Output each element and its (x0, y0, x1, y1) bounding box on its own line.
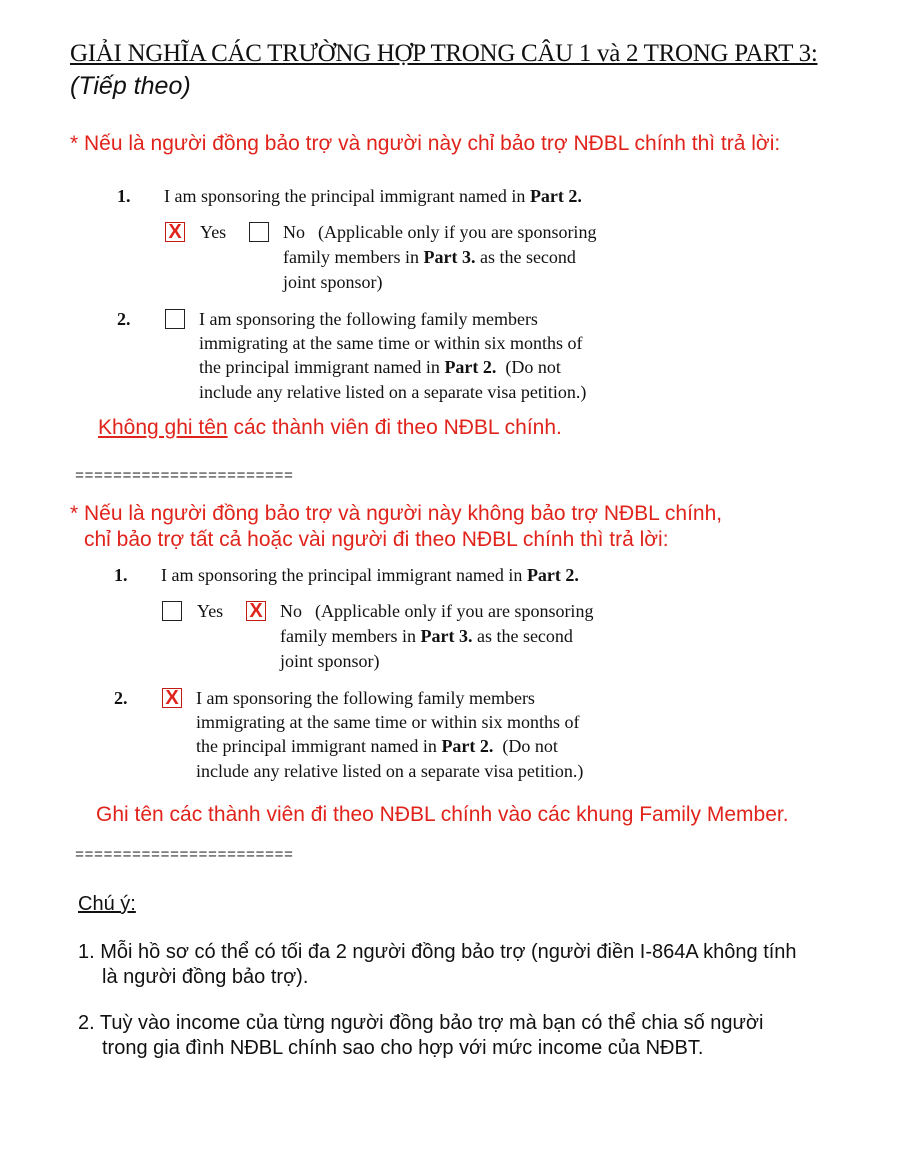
section1-q1-number: 1. (117, 186, 131, 206)
section2-yes-checkbox[interactable] (162, 601, 182, 621)
section2-no-note-line3: joint sponsor) (280, 651, 380, 671)
section1-no-checkbox[interactable] (249, 222, 269, 242)
section2-q2-number: 2. (114, 688, 128, 708)
section1-q1-text: I am sponsoring the principal immigrant named in Part 2. (164, 186, 582, 206)
section2-q2-line3: the principal immigrant named in Part 2. (Do not (196, 736, 558, 756)
separator-line: ======================= (75, 847, 294, 864)
section1-q2-number: 2. (117, 309, 131, 329)
notes-item-2-line1: 2. Tuỳ vào income của từng người đồng bảo trợ mà bạn có thể chia số người (78, 1012, 764, 1034)
section2-q2-line4: include any relative listed on a separate visa petition.) (196, 761, 584, 781)
section2-instruction: Ghi tên các thành viên đi theo NĐBL chính vào các khung Family Member. (96, 803, 789, 826)
section1-yes-checkbox[interactable] (165, 222, 185, 242)
notes-item-1-line1: 1. Mỗi hồ sơ có thể có tối đa 2 người đồng bảo trợ (người điền I-864A không tính (78, 941, 797, 963)
check-x-icon: X (249, 600, 263, 622)
section2-condition-line2: chỉ bảo trợ tất cả hoặc vài người đi theo NĐBL chính thì trả lời: (84, 528, 669, 551)
page-subtitle: (Tiếp theo) (70, 72, 191, 100)
section2-q1-number: 1. (114, 565, 128, 585)
section1-q2-line4: include any relative listed on a separate visa petition.) (199, 382, 587, 402)
section2-q2-line1: I am sponsoring the following family members (196, 688, 535, 708)
section2-q1-text: I am sponsoring the principal immigrant named in Part 2. (161, 565, 579, 585)
check-x-icon: X (165, 687, 179, 709)
section1-no-note-line2: family members in Part 3. as the second (283, 247, 576, 267)
section1-instruction: Không ghi tên các thành viên đi theo NĐBL chính. (98, 416, 562, 439)
notes-item-2-line2: trong gia đình NĐBL chính sao cho hợp với mức income của NĐBT. (102, 1037, 704, 1059)
section2-condition-line1: * Nếu là người đồng bảo trợ và người này không bảo trợ NĐBL chính, (70, 502, 723, 525)
section1-q2-line3: the principal immigrant named in Part 2. (Do not (199, 357, 561, 377)
section2-no-label: No (280, 601, 302, 621)
section2-yes-label: Yes (197, 601, 224, 621)
section2-no-note-line1: (Applicable only if you are sponsoring (315, 601, 594, 621)
section1-q2-checkbox[interactable] (165, 309, 185, 329)
section2-q2-line2: immigrating at the same time or within six months of (196, 712, 580, 732)
separator-line: ======================= (75, 468, 294, 485)
section2-no-note-line2: family members in Part 3. as the second (280, 626, 573, 646)
section2-no-checkbox[interactable] (246, 601, 266, 621)
notes-item-1-line2: là người đồng bảo trợ). (102, 966, 309, 988)
notes-heading: Chú ý: (78, 893, 136, 915)
check-x-icon: X (168, 221, 182, 243)
section1-q2-line2: immigrating at the same time or within six months of (199, 333, 583, 353)
section2-q2-checkbox[interactable] (162, 688, 182, 708)
section1-condition: * Nếu là người đồng bảo trợ và người này chỉ bảo trợ NĐBL chính thì trả lời: (70, 132, 781, 155)
page-title: GIẢI NGHĨA CÁC TRƯỜNG HỢP TRONG CÂU 1 và 2 TRONG PART 3: (70, 40, 818, 67)
section1-no-note-line3: joint sponsor) (283, 272, 383, 292)
section1-yes-label: Yes (200, 222, 227, 242)
section1-q2-line1: I am sponsoring the following family members (199, 309, 538, 329)
section1-no-note-line1: (Applicable only if you are sponsoring (318, 222, 597, 242)
section1-no-label: No (283, 222, 305, 242)
